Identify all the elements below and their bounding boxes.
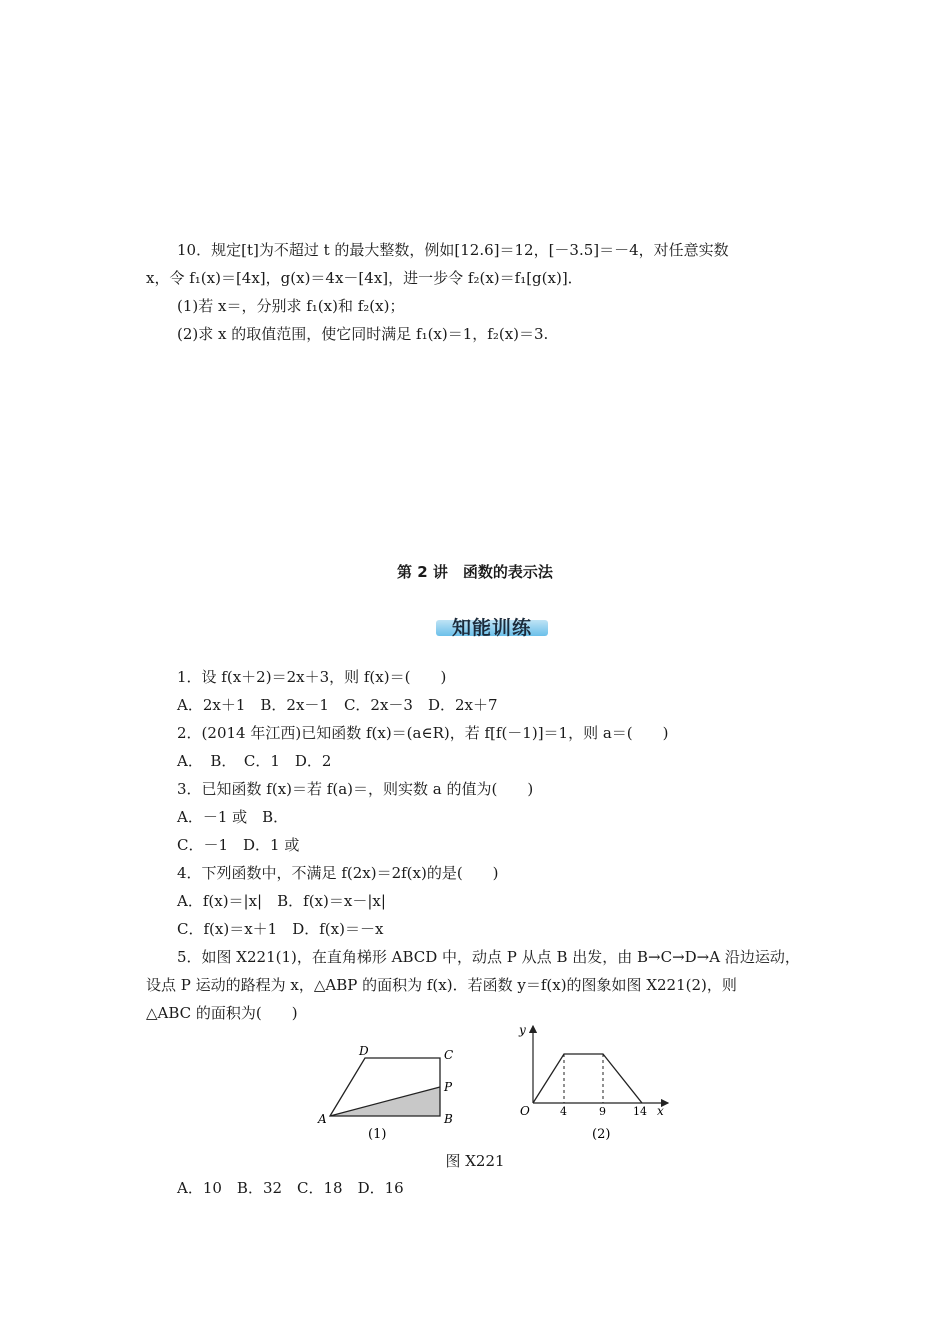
question-2-options: A． B． C．1 D．2 <box>177 752 332 770</box>
question-3-options-a: A．－1 或 B． <box>177 808 289 826</box>
x-axis-label: x <box>657 1104 664 1118</box>
problem10-line1: 10．规定[t]为不超过 t 的最大整数，例如[12.6]＝12，[－3.5]＝－4，对任意实数 <box>177 241 729 259</box>
question-4-options-a: A．f(x)＝|x| B．f(x)＝x－|x| <box>177 892 386 910</box>
question-2: 2．(2014 年江西)已知函数 f(x)＝(a∈R)，若 f[f(－1)]＝1，则 a＝( ) <box>177 724 669 742</box>
problem10-part2: (2)求 x 的取值范围，使它同时满足 f₁(x)＝1，f₂(x)＝3. <box>177 325 549 343</box>
question-1-options: A．2x＋1 B．2x－1 C．2x－3 D．2x＋7 <box>177 696 498 714</box>
tick-label-4: 4 <box>560 1105 567 1118</box>
point-p-label: P <box>444 1080 453 1094</box>
question-1: 1．设 f(x＋2)＝2x＋3，则 f(x)＝( ) <box>177 668 447 686</box>
tick-label-9: 9 <box>599 1105 606 1118</box>
origin-label: O <box>520 1104 530 1118</box>
question-4: 4．下列函数中，不满足 f(2x)＝2f(x)的是( ) <box>177 864 499 882</box>
function-graph-figure <box>510 1022 675 1147</box>
question-5-line1: 5．如图 X221(1)，在直角梯形 ABCD 中，动点 P 从点 B 出发，由 B→C→D→A 沿边运动， <box>177 948 800 966</box>
banner-label: 知能训练 <box>451 617 532 639</box>
point-a-label: A <box>318 1112 327 1126</box>
problem10-part1: (1)若 x＝，分别求 f₁(x)和 f₂(x)； <box>177 297 405 315</box>
problem10-line2: x，令 f₁(x)＝[4x]，g(x)＝4x－[4x]，进一步令 f₂(x)＝f₁[g(x)]． <box>146 269 583 287</box>
question-4-options-c: C．f(x)＝x＋1 D．f(x)＝－x <box>177 920 384 938</box>
section-banner <box>436 612 548 638</box>
subfigure-2-label: (2) <box>592 1127 611 1142</box>
y-axis-label: y <box>519 1023 526 1037</box>
tick-label-14: 14 <box>633 1105 647 1118</box>
question-5-options: A．10 B．32 C．18 D．16 <box>177 1179 404 1197</box>
trapezoid-figure <box>310 1045 470 1145</box>
point-d-label: D <box>359 1045 369 1058</box>
question-5-line2: 设点 P 运动的路程为 x，△ABP 的面积为 f(x)．若函数 y＝f(x)的图象如图 X221(2)，则 <box>146 976 737 994</box>
section-title: 第 2 讲 函数的表示法 <box>397 563 553 581</box>
point-b-label: B <box>444 1112 453 1126</box>
question-5-line3: △ABC 的面积为( ) <box>146 1004 298 1022</box>
point-c-label: C <box>444 1048 454 1062</box>
figure-caption: 图 X221 <box>445 1152 505 1170</box>
question-3-options-c: C．－1 D．1 或 <box>177 836 300 854</box>
graph-line <box>533 1054 642 1103</box>
subfigure-1-label: (1) <box>368 1127 387 1142</box>
question-3: 3．已知函数 f(x)＝若 f(a)＝，则实数 a 的值为( ) <box>177 780 534 798</box>
